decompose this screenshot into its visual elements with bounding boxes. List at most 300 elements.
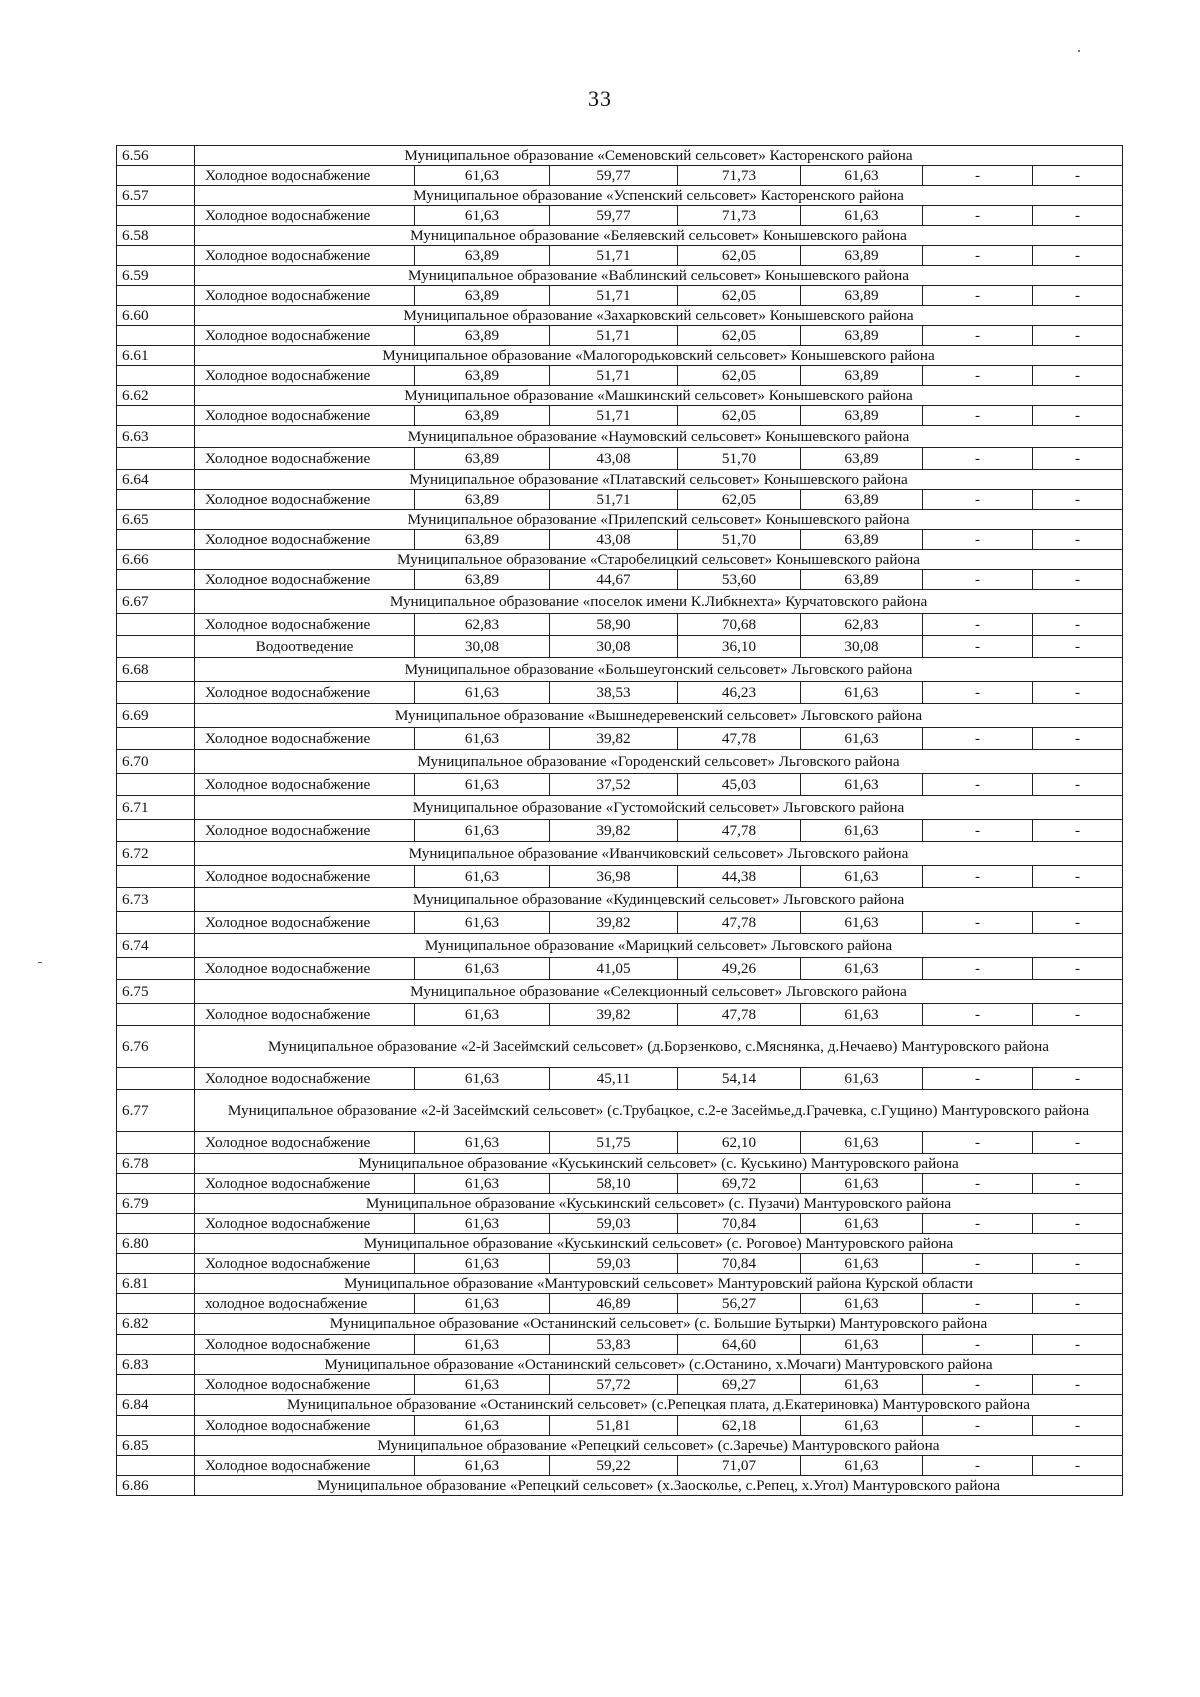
service-name: Холодное водоснабжение	[195, 326, 415, 346]
empty-cell	[117, 820, 195, 842]
service-name: Холодное водоснабжение	[195, 1214, 415, 1234]
value-cell: 39,82	[550, 728, 678, 750]
empty-cell	[117, 1174, 195, 1194]
table-row	[117, 1132, 1123, 1154]
value-cell: 62,05	[678, 366, 801, 386]
scan-speck	[38, 962, 42, 963]
dash-cell: -	[1033, 406, 1123, 426]
dash-cell: -	[923, 490, 1033, 510]
table-row	[117, 728, 1123, 750]
value-cell: 61,63	[415, 1416, 550, 1436]
value-cell: 54,14	[678, 1068, 801, 1090]
section-title: Муниципальное образование «поселок имени К.Либкнехта» Курчатовского района	[195, 590, 1123, 614]
value-cell: 46,89	[550, 1294, 678, 1314]
dash-cell: -	[1033, 326, 1123, 346]
section-header-row	[117, 1090, 1123, 1132]
empty-cell	[117, 326, 195, 346]
table-row	[117, 912, 1123, 934]
value-cell: 61,63	[801, 1004, 923, 1026]
dash-cell: -	[1033, 1375, 1123, 1395]
value-cell: 47,78	[678, 820, 801, 842]
service-name: Холодное водоснабжение	[195, 1335, 415, 1355]
section-title: Муниципальное образование «Репецкий сельсовет» (х.Заосколье, с.Репец, х.Угол) Мантуровского района	[195, 1476, 1123, 1496]
value-cell: 63,89	[415, 570, 550, 590]
dash-cell: -	[923, 246, 1033, 266]
section-header-row	[117, 426, 1123, 448]
value-cell: 61,63	[415, 866, 550, 888]
section-title: Муниципальное образование «Репецкий сельсовет» (с.Заречье) Мантуровского района	[195, 1436, 1123, 1456]
table-row	[117, 866, 1123, 888]
section-header-row	[117, 1154, 1123, 1174]
section-header-row	[117, 510, 1123, 530]
section-header-row	[117, 1274, 1123, 1294]
section-number: 6.57	[117, 186, 195, 206]
section-title: Муниципальное образование «Малогородьковский сельсовет» Конышевского района	[195, 346, 1123, 366]
dash-cell: -	[1033, 614, 1123, 636]
empty-cell	[117, 448, 195, 470]
table-row	[117, 682, 1123, 704]
table-row	[117, 448, 1123, 470]
value-cell: 69,72	[678, 1174, 801, 1194]
section-number: 6.56	[117, 146, 195, 166]
value-cell: 62,10	[678, 1132, 801, 1154]
table-row	[117, 636, 1123, 658]
value-cell: 61,63	[801, 1254, 923, 1274]
value-cell: 61,63	[801, 682, 923, 704]
service-name: Холодное водоснабжение	[195, 774, 415, 796]
tariff-table-body	[117, 146, 1123, 1496]
value-cell: 57,72	[550, 1375, 678, 1395]
section-title: Муниципальное образование «Марицкий сельсовет» Льговского района	[195, 934, 1123, 958]
dash-cell: -	[923, 1214, 1033, 1234]
table-row	[117, 326, 1123, 346]
value-cell: 61,63	[801, 166, 923, 186]
table-row	[117, 530, 1123, 550]
section-header-row	[117, 1026, 1123, 1068]
value-cell: 47,78	[678, 1004, 801, 1026]
empty-cell	[117, 1335, 195, 1355]
value-cell: 46,23	[678, 682, 801, 704]
value-cell: 61,63	[801, 1132, 923, 1154]
section-number: 6.68	[117, 658, 195, 682]
empty-cell	[117, 728, 195, 750]
value-cell: 61,63	[415, 1174, 550, 1194]
section-header-row	[117, 980, 1123, 1004]
value-cell: 61,63	[801, 1214, 923, 1234]
section-title: Муниципальное образование «Селекционный сельсовет» Льговского района	[195, 980, 1123, 1004]
table-row	[117, 1375, 1123, 1395]
dash-cell: -	[1033, 166, 1123, 186]
value-cell: 63,89	[801, 406, 923, 426]
dash-cell: -	[923, 326, 1033, 346]
value-cell: 53,60	[678, 570, 801, 590]
section-header-row	[117, 1314, 1123, 1335]
section-title: Муниципальное образование «Останинский сельсовет» (с.Останино, х.Мочаги) Мантуровского района	[195, 1355, 1123, 1375]
value-cell: 63,89	[415, 530, 550, 550]
value-cell: 63,89	[801, 570, 923, 590]
value-cell: 43,08	[550, 530, 678, 550]
value-cell: 61,63	[415, 166, 550, 186]
value-cell: 51,71	[550, 490, 678, 510]
empty-cell	[117, 866, 195, 888]
tariff-table	[116, 145, 1123, 1496]
value-cell: 64,60	[678, 1335, 801, 1355]
service-name: Холодное водоснабжение	[195, 1456, 415, 1476]
dash-cell: -	[1033, 1294, 1123, 1314]
value-cell: 61,63	[801, 820, 923, 842]
section-number: 6.85	[117, 1436, 195, 1456]
value-cell: 63,89	[801, 246, 923, 266]
table-row	[117, 1004, 1123, 1026]
dash-cell: -	[923, 1416, 1033, 1436]
value-cell: 63,89	[801, 326, 923, 346]
value-cell: 61,63	[415, 1456, 550, 1476]
empty-cell	[117, 286, 195, 306]
empty-cell	[117, 166, 195, 186]
value-cell: 63,89	[415, 246, 550, 266]
value-cell: 63,89	[415, 448, 550, 470]
value-cell: 30,08	[550, 636, 678, 658]
service-name: Холодное водоснабжение	[195, 530, 415, 550]
service-name: Холодное водоснабжение	[195, 682, 415, 704]
value-cell: 69,27	[678, 1375, 801, 1395]
empty-cell	[117, 1214, 195, 1234]
value-cell: 61,63	[801, 1068, 923, 1090]
value-cell: 71,73	[678, 206, 801, 226]
value-cell: 62,18	[678, 1416, 801, 1436]
dash-cell: -	[923, 682, 1033, 704]
section-title: Муниципальное образование «Кудинцевский сельсовет» Льговского района	[195, 888, 1123, 912]
value-cell: 51,75	[550, 1132, 678, 1154]
value-cell: 51,71	[550, 326, 678, 346]
section-header-row	[117, 226, 1123, 246]
section-header-row	[117, 750, 1123, 774]
section-header-row	[117, 888, 1123, 912]
section-header-row	[117, 470, 1123, 490]
dash-cell: -	[1033, 728, 1123, 750]
table-row	[117, 286, 1123, 306]
section-title: Муниципальное образование «Наумовский сельсовет» Конышевского района	[195, 426, 1123, 448]
dash-cell: -	[923, 166, 1033, 186]
section-header-row	[117, 658, 1123, 682]
dash-cell: -	[923, 448, 1033, 470]
value-cell: 51,70	[678, 530, 801, 550]
section-title: Муниципальное образование «Большеугонский сельсовет» Льговского района	[195, 658, 1123, 682]
section-header-row	[117, 704, 1123, 728]
service-name: Холодное водоснабжение	[195, 406, 415, 426]
value-cell: 61,63	[415, 1214, 550, 1234]
section-header-row	[117, 1355, 1123, 1375]
dash-cell: -	[1033, 530, 1123, 550]
value-cell: 51,71	[550, 246, 678, 266]
value-cell: 30,08	[801, 636, 923, 658]
value-cell: 61,63	[415, 912, 550, 934]
value-cell: 63,89	[801, 286, 923, 306]
section-number: 6.81	[117, 1274, 195, 1294]
value-cell: 63,89	[415, 326, 550, 346]
value-cell: 51,71	[550, 406, 678, 426]
section-number: 6.77	[117, 1090, 195, 1132]
dash-cell: -	[1033, 1132, 1123, 1154]
dash-cell: -	[1033, 286, 1123, 306]
dash-cell: -	[1033, 1174, 1123, 1194]
empty-cell	[117, 958, 195, 980]
section-title: Муниципальное образование «2-й Засеймский сельсовет» (д.Борзенково, с.Мяснянка, д.Нечаево) Мантуровского района	[195, 1026, 1123, 1068]
empty-cell	[117, 1132, 195, 1154]
value-cell: 61,63	[415, 820, 550, 842]
section-title: Муниципальное образование «Куськинский сельсовет» (с. Пузачи) Мантуровского района	[195, 1194, 1123, 1214]
value-cell: 61,63	[801, 728, 923, 750]
section-header-row	[117, 1476, 1123, 1496]
dash-cell: -	[923, 1174, 1033, 1194]
section-number: 6.62	[117, 386, 195, 406]
dash-cell: -	[1033, 246, 1123, 266]
value-cell: 45,03	[678, 774, 801, 796]
section-header-row	[117, 1234, 1123, 1254]
empty-cell	[117, 1004, 195, 1026]
service-name: Холодное водоснабжение	[195, 246, 415, 266]
value-cell: 53,83	[550, 1335, 678, 1355]
dash-cell: -	[923, 728, 1033, 750]
value-cell: 43,08	[550, 448, 678, 470]
service-name: Холодное водоснабжение	[195, 1132, 415, 1154]
table-row	[117, 1456, 1123, 1476]
section-header-row	[117, 346, 1123, 366]
section-header-row	[117, 146, 1123, 166]
dash-cell: -	[923, 614, 1033, 636]
table-row	[117, 490, 1123, 510]
value-cell: 61,63	[801, 958, 923, 980]
value-cell: 61,63	[801, 774, 923, 796]
dash-cell: -	[1033, 820, 1123, 842]
empty-cell	[117, 490, 195, 510]
section-header-row	[117, 386, 1123, 406]
section-number: 6.70	[117, 750, 195, 774]
section-title: Муниципальное образование «Успенский сельсовет» Касторенского района	[195, 186, 1123, 206]
section-number: 6.76	[117, 1026, 195, 1068]
table-row	[117, 246, 1123, 266]
value-cell: 61,63	[415, 1068, 550, 1090]
empty-cell	[117, 530, 195, 550]
service-name: Холодное водоснабжение	[195, 912, 415, 934]
dash-cell: -	[1033, 1416, 1123, 1436]
dash-cell: -	[923, 530, 1033, 550]
section-title: Муниципальное образование «Вышнедеревенский сельсовет» Льговского района	[195, 704, 1123, 728]
value-cell: 61,63	[801, 1456, 923, 1476]
dash-cell: -	[923, 1254, 1033, 1274]
value-cell: 47,78	[678, 728, 801, 750]
empty-cell	[117, 636, 195, 658]
value-cell: 37,52	[550, 774, 678, 796]
value-cell: 63,89	[415, 490, 550, 510]
section-title: Муниципальное образование «Семеновский сельсовет» Касторенского района	[195, 146, 1123, 166]
section-title: Муниципальное образование «Беляевский сельсовет» Конышевского района	[195, 226, 1123, 246]
dash-cell: -	[923, 866, 1033, 888]
service-name: Холодное водоснабжение	[195, 1174, 415, 1194]
value-cell: 63,89	[415, 286, 550, 306]
service-name: Холодное водоснабжение	[195, 1254, 415, 1274]
value-cell: 45,11	[550, 1068, 678, 1090]
section-title: Муниципальное образование «Ваблинский сельсовет» Конышевского района	[195, 266, 1123, 286]
dash-cell: -	[923, 1375, 1033, 1395]
value-cell: 62,05	[678, 326, 801, 346]
value-cell: 59,03	[550, 1254, 678, 1274]
service-name: Холодное водоснабжение	[195, 570, 415, 590]
value-cell: 30,08	[415, 636, 550, 658]
value-cell: 38,53	[550, 682, 678, 704]
service-name: Холодное водоснабжение	[195, 728, 415, 750]
value-cell: 71,07	[678, 1456, 801, 1476]
table-row	[117, 570, 1123, 590]
empty-cell	[117, 1068, 195, 1090]
section-number: 6.58	[117, 226, 195, 246]
table-row	[117, 166, 1123, 186]
section-number: 6.78	[117, 1154, 195, 1174]
empty-cell	[117, 1375, 195, 1395]
dash-cell: -	[1033, 490, 1123, 510]
value-cell: 61,63	[801, 1335, 923, 1355]
section-header-row	[117, 306, 1123, 326]
section-number: 6.61	[117, 346, 195, 366]
value-cell: 61,63	[801, 1174, 923, 1194]
table-row	[117, 958, 1123, 980]
service-name: Холодное водоснабжение	[195, 1068, 415, 1090]
table-row	[117, 366, 1123, 386]
section-number: 6.75	[117, 980, 195, 1004]
value-cell: 63,89	[801, 490, 923, 510]
empty-cell	[117, 366, 195, 386]
value-cell: 61,63	[415, 774, 550, 796]
empty-cell	[117, 1416, 195, 1436]
section-number: 6.83	[117, 1355, 195, 1375]
dash-cell: -	[1033, 636, 1123, 658]
value-cell: 62,05	[678, 286, 801, 306]
dash-cell: -	[1033, 206, 1123, 226]
service-name: Холодное водоснабжение	[195, 958, 415, 980]
empty-cell	[117, 1254, 195, 1274]
section-number: 6.79	[117, 1194, 195, 1214]
dash-cell: -	[1033, 1004, 1123, 1026]
value-cell: 70,84	[678, 1254, 801, 1274]
empty-cell	[117, 206, 195, 226]
section-title: Муниципальное образование «Платавский сельсовет» Конышевского района	[195, 470, 1123, 490]
dash-cell: -	[923, 1294, 1033, 1314]
dash-cell: -	[923, 1068, 1033, 1090]
value-cell: 70,68	[678, 614, 801, 636]
table-row	[117, 1294, 1123, 1314]
section-number: 6.84	[117, 1395, 195, 1416]
dash-cell: -	[923, 1335, 1033, 1355]
value-cell: 61,63	[801, 1294, 923, 1314]
value-cell: 63,89	[415, 406, 550, 426]
dash-cell: -	[1033, 682, 1123, 704]
dash-cell: -	[1033, 570, 1123, 590]
section-title: Муниципальное образование «Старобелицкий сельсовет» Конышевского района	[195, 550, 1123, 570]
value-cell: 61,63	[415, 728, 550, 750]
service-name: Холодное водоснабжение	[195, 1004, 415, 1026]
section-header-row	[117, 1194, 1123, 1214]
section-number: 6.63	[117, 426, 195, 448]
table-row	[117, 614, 1123, 636]
section-number: 6.67	[117, 590, 195, 614]
value-cell: 36,10	[678, 636, 801, 658]
value-cell: 62,05	[678, 490, 801, 510]
dash-cell: -	[1033, 958, 1123, 980]
section-number: 6.72	[117, 842, 195, 866]
value-cell: 61,63	[801, 866, 923, 888]
section-header-row	[117, 934, 1123, 958]
service-name: холодное водоснабжение	[195, 1294, 415, 1314]
service-name: Холодное водоснабжение	[195, 614, 415, 636]
value-cell: 70,84	[678, 1214, 801, 1234]
table-row	[117, 1416, 1123, 1436]
value-cell: 58,90	[550, 614, 678, 636]
dash-cell: -	[923, 636, 1033, 658]
table-row	[117, 1254, 1123, 1274]
table-row	[117, 1335, 1123, 1355]
scan-speck	[1078, 50, 1080, 52]
section-number: 6.59	[117, 266, 195, 286]
section-header-row	[117, 796, 1123, 820]
section-number: 6.65	[117, 510, 195, 530]
section-header-row	[117, 266, 1123, 286]
value-cell: 51,70	[678, 448, 801, 470]
empty-cell	[117, 682, 195, 704]
section-title: Муниципальное образование «Прилепский сельсовет» Конышевского района	[195, 510, 1123, 530]
value-cell: 61,63	[415, 206, 550, 226]
dash-cell: -	[923, 366, 1033, 386]
dash-cell: -	[1033, 774, 1123, 796]
section-title: Муниципальное образование «Куськинский сельсовет» (с. Куськино) Мантуровского района	[195, 1154, 1123, 1174]
table-row	[117, 406, 1123, 426]
dash-cell: -	[1033, 1214, 1123, 1234]
dash-cell: -	[923, 912, 1033, 934]
dash-cell: -	[923, 406, 1033, 426]
dash-cell: -	[1033, 448, 1123, 470]
table-row	[117, 206, 1123, 226]
value-cell: 58,10	[550, 1174, 678, 1194]
value-cell: 63,89	[801, 366, 923, 386]
service-name: Холодное водоснабжение	[195, 366, 415, 386]
section-number: 6.66	[117, 550, 195, 570]
dash-cell: -	[923, 1004, 1033, 1026]
section-title: Муниципальное образование «Городенский сельсовет» Льговского района	[195, 750, 1123, 774]
section-title: Муниципальное образование «Густомойский сельсовет» Льговского района	[195, 796, 1123, 820]
value-cell: 61,63	[801, 1375, 923, 1395]
table-row	[117, 774, 1123, 796]
value-cell: 62,05	[678, 406, 801, 426]
value-cell: 61,63	[415, 1375, 550, 1395]
empty-cell	[117, 912, 195, 934]
value-cell: 51,71	[550, 286, 678, 306]
service-name: Холодное водоснабжение	[195, 1416, 415, 1436]
dash-cell: -	[1033, 1456, 1123, 1476]
empty-cell	[117, 406, 195, 426]
value-cell: 59,22	[550, 1456, 678, 1476]
empty-cell	[117, 246, 195, 266]
section-header-row	[117, 1436, 1123, 1456]
value-cell: 39,82	[550, 912, 678, 934]
section-title: Муниципальное образование «Куськинский сельсовет» (с. Роговое) Мантуровского района	[195, 1234, 1123, 1254]
service-name: Водоотведение	[195, 636, 415, 658]
section-header-row	[117, 590, 1123, 614]
service-name: Холодное водоснабжение	[195, 448, 415, 470]
section-title: Муниципальное образование «Останинский сельсовет» (с. Большие Бутырки) Мантуровского района	[195, 1314, 1123, 1335]
value-cell: 61,63	[415, 1294, 550, 1314]
table-row	[117, 1214, 1123, 1234]
value-cell: 59,03	[550, 1214, 678, 1234]
dash-cell: -	[923, 1132, 1033, 1154]
